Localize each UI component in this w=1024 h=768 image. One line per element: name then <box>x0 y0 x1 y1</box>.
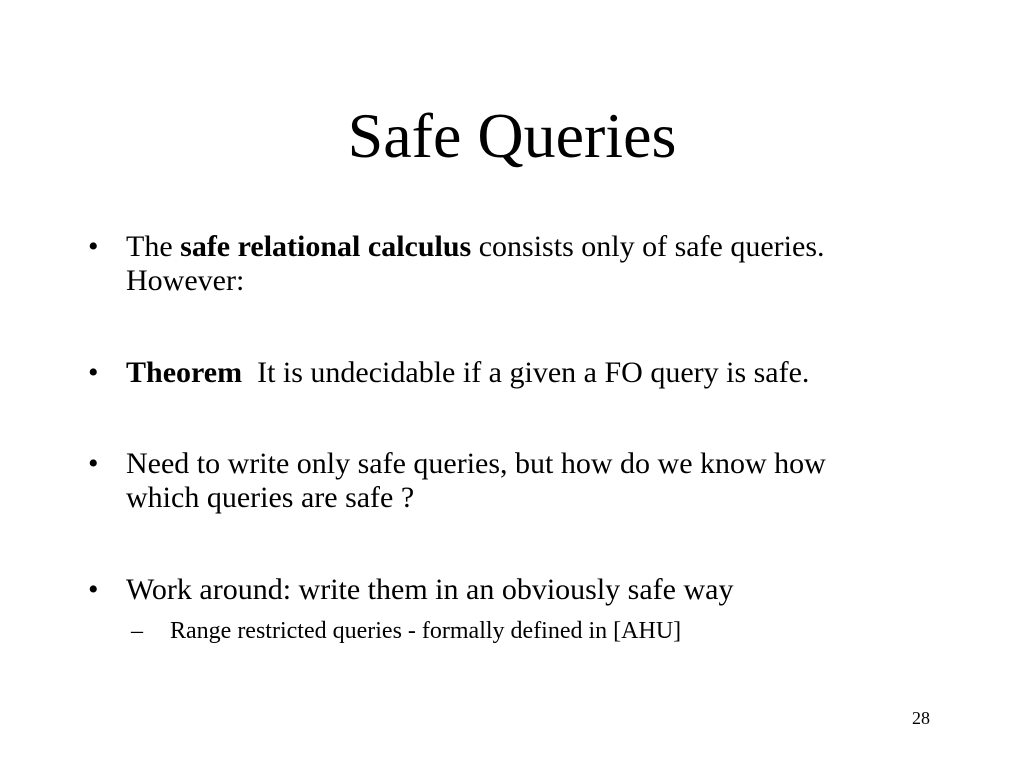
bullet-text-line1: Work around: write them in an obviously safe way <box>126 573 734 606</box>
bullet-text-line2: However: <box>126 264 245 297</box>
sub-bullet-text: Range restricted queries - formally defined in [AHU] <box>170 618 682 644</box>
bullet-text-bold: Theorem <box>126 356 243 389</box>
bullet-marker: • <box>88 356 99 389</box>
bullet-text <box>126 573 946 607</box>
bullet-text-line2: which queries are safe ? <box>126 481 415 514</box>
bullet-text-bold: safe relational calculus <box>180 230 472 263</box>
bullet-text-post: It is undecidable if a given a FO query is safe. <box>242 356 810 389</box>
bullet-marker: • <box>88 230 99 263</box>
bullet-text-post: consists only of safe queries. <box>471 230 825 263</box>
bullet-text <box>126 230 946 298</box>
slide-title: Safe Queries <box>347 100 677 171</box>
bullet-text-pre: The <box>126 230 181 263</box>
bullet-marker: • <box>88 447 99 480</box>
bullet-text <box>126 356 946 390</box>
bullet-text <box>126 447 946 515</box>
bullet-marker: • <box>88 573 99 606</box>
sub-bullet-marker: – <box>131 618 143 644</box>
bullet-text-line1: Need to write only safe queries, but how do we know how <box>126 447 826 480</box>
page-number: 28 <box>912 708 930 728</box>
